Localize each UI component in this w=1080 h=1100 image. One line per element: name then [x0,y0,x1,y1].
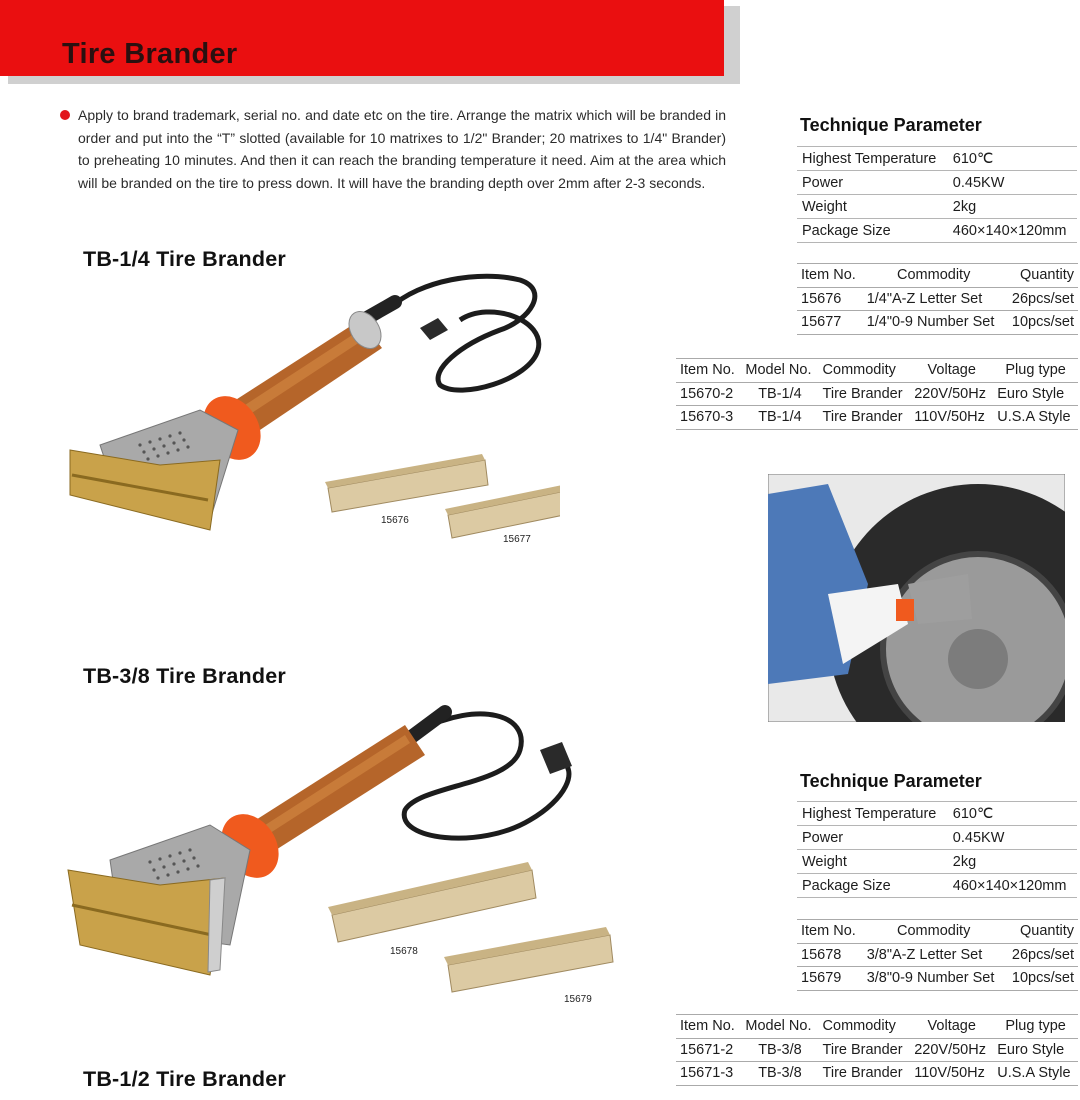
table-row [797,943,1078,967]
table-cell: TB-3/8 [741,1062,818,1086]
tb-1-4-product-image [60,260,560,560]
table-cell: Euro Style [993,1038,1078,1062]
model-table-2 [676,1014,1078,1086]
table-cell: Tire Brander [819,406,911,430]
letter-set-15678 [328,862,536,942]
column-header: Item No. [676,359,741,383]
column-header: Commodity [819,1015,911,1039]
table-cell: 3/8"A-Z Letter Set [863,943,1005,967]
param-value: 0.45KW [948,826,1077,850]
param-value: 610℃ [948,147,1077,171]
table-cell: Tire Brander [819,382,911,406]
table-cell: 15671-2 [676,1038,741,1062]
table-row [797,802,1077,826]
table-row [797,826,1077,850]
table-cell: 220V/50Hz [910,1038,993,1062]
product-title-tb-3-8: TB-3/8 Tire Brander [83,664,286,688]
image-label-15678: 15678 [390,946,418,957]
column-header: Model No. [741,359,818,383]
table-cell: 15676 [797,287,863,311]
table-cell: 1/4"0-9 Number Set [863,311,1005,335]
power-cable [390,276,539,390]
table-cell: 1/4"A-Z Letter Set [863,287,1005,311]
brass-die-holder [68,870,225,975]
column-header: Quantity [1005,264,1078,288]
column-header: Plug type [993,359,1078,383]
letter-set-15676 [325,454,488,512]
table-cell: 15678 [797,943,863,967]
param-value: 0.45KW [948,171,1077,195]
table-row [676,1062,1078,1086]
table-row [797,967,1078,991]
table-header-row [797,264,1078,288]
param-label: Weight [797,195,948,219]
column-header: Model No. [741,1015,818,1039]
table-cell: 15670-2 [676,382,741,406]
table-header-row [676,359,1078,383]
table-row [797,195,1077,219]
table-cell: Euro Style [993,382,1078,406]
table-cell: 110V/50Hz [910,1062,993,1086]
collar-in-photo [896,599,914,621]
column-header: Commodity [863,264,1005,288]
column-header: Voltage [910,359,993,383]
technique-table-2 [797,801,1077,898]
table-cell: 26pcs/set [1005,287,1078,311]
product-title-tb-1-4: TB-1/4 Tire Brander [83,247,286,271]
plug-icon [420,318,448,340]
table-cell: 110V/50Hz [910,406,993,430]
table-cell: 10pcs/set [1005,967,1078,991]
table-row [797,219,1077,243]
table-cell: U.S.A Style [993,1062,1078,1086]
model-table-1 [676,358,1078,430]
param-value: 610℃ [948,802,1077,826]
table-cell: 15677 [797,311,863,335]
wheel-hub [948,629,1008,689]
param-label: Weight [797,850,948,874]
table-row [797,874,1077,898]
column-header: Plug type [993,1015,1078,1039]
column-header: Item No. [797,264,863,288]
table-cell: U.S.A Style [993,406,1078,430]
product-title-tb-1-2: TB-1/2 Tire Brander [83,1067,286,1091]
table-cell: 3/8"0-9 Number Set [863,967,1005,991]
table-row [797,311,1078,335]
side-bracket [208,878,225,972]
column-header: Quantity [1005,920,1078,944]
table-header-row [797,920,1078,944]
table-row [797,171,1077,195]
technique-table-1 [797,146,1077,243]
table-cell: 15670-3 [676,406,741,430]
table-cell: TB-1/4 [741,406,818,430]
technique-heading-2: Technique Parameter [800,771,982,791]
param-label: Power [797,171,948,195]
param-label: Highest Temperature [797,147,948,171]
table-cell: 220V/50Hz [910,382,993,406]
param-label: Package Size [797,219,948,243]
usage-photo [768,474,1065,722]
param-value: 2kg [948,850,1077,874]
number-set-15679 [444,927,613,992]
column-header: Commodity [863,920,1005,944]
cable-strain-relief [410,712,445,738]
brass-die-holder [70,450,220,530]
table-cell: Tire Brander [819,1038,911,1062]
table-cell: 15671-3 [676,1062,741,1086]
param-label: Highest Temperature [797,802,948,826]
column-header: Commodity [819,359,911,383]
table-row [797,147,1077,171]
accessory-table-1 [797,263,1078,335]
table-cell: 26pcs/set [1005,943,1078,967]
accessory-table-2 [797,919,1078,991]
param-label: Power [797,826,948,850]
table-cell: Tire Brander [819,1062,911,1086]
table-cell: 15679 [797,967,863,991]
table-row [676,406,1078,430]
param-value: 460×140×120mm [948,874,1077,898]
image-label-15676: 15676 [381,515,409,526]
description-text: Apply to brand trademark, serial no. and date etc on the tire. Arrange the matrix which will be branded in order and put into the “T” slotted (available for 10 matrixes to 1/2" Brander; 20 matrixes to 1/4" Brander) to preheating 10 minutes. And then it can reach the branding temperature it need. Aim at the area which will be branded on the tire to press down. It will have the branding depth over 2mm after 2-3 seconds. [78,107,726,191]
column-header: Item No. [797,920,863,944]
technique-heading-1: Technique Parameter [800,115,982,135]
table-row [797,287,1078,311]
tb-3-8-product-image [60,690,620,1020]
table-cell: 10pcs/set [1005,311,1078,335]
table-cell: TB-1/4 [741,382,818,406]
table-cell: TB-3/8 [741,1038,818,1062]
bullet-icon [60,110,70,120]
page-title: Tire Brander [62,38,238,70]
table-row [676,382,1078,406]
table-header-row [676,1015,1078,1039]
image-label-15677: 15677 [503,534,531,545]
param-label: Package Size [797,874,948,898]
param-value: 2kg [948,195,1077,219]
column-header: Voltage [910,1015,993,1039]
image-label-15679: 15679 [564,994,592,1005]
table-row [797,850,1077,874]
column-header: Item No. [676,1015,741,1039]
param-value: 460×140×120mm [948,219,1077,243]
table-row [676,1038,1078,1062]
